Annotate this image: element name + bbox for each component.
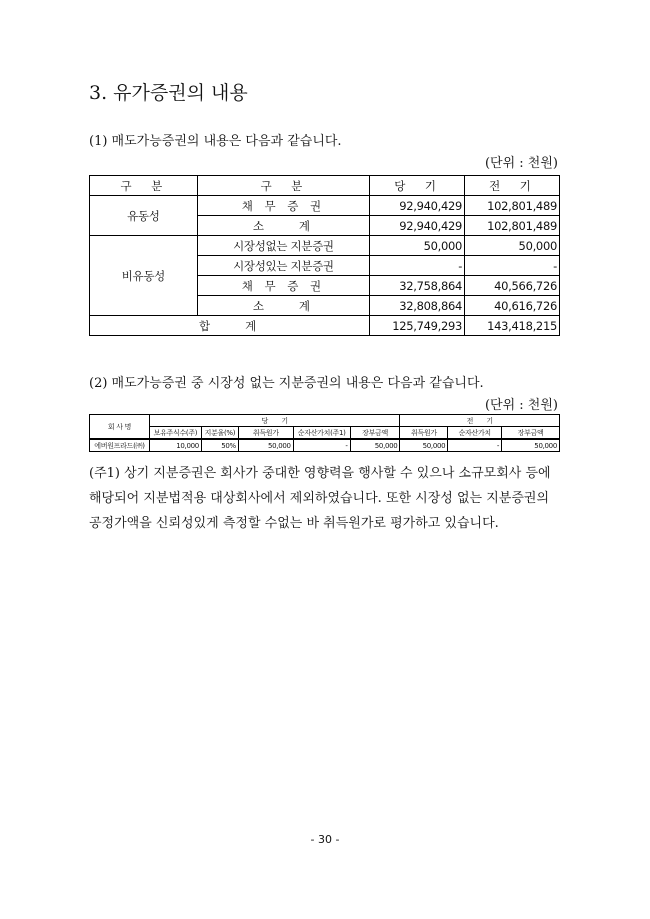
- item-label: 채 무 증 권: [197, 276, 369, 296]
- cost-value: 50,000: [238, 439, 293, 452]
- current-value: -: [370, 256, 465, 276]
- prior-value: -: [465, 256, 560, 276]
- group-label: 유동성: [90, 196, 198, 236]
- prior-value: 102,801,489: [465, 216, 560, 236]
- item-label: 채 무 증 권: [197, 196, 369, 216]
- note-line: 공정가액을 신뢰성있게 측정할 수없는 바 취득원가로 평가하고 있습니다.: [89, 516, 499, 531]
- subheader-net-asset: 순자산가치(주1): [293, 427, 350, 440]
- company-name: 에버원프라드(㈜): [90, 439, 150, 452]
- item-label: 시장성없는 지분증권: [197, 236, 369, 256]
- subheader-prior-cost: 취득원가: [400, 427, 448, 440]
- subheader-prior-book: 장부금액: [502, 427, 560, 440]
- subheader-cost: 취득원가: [238, 427, 293, 440]
- note-line: 해당되어 지분법적용 대상회사에서 제외하였습니다. 또한 시장성 없는 지분증권의: [89, 491, 550, 506]
- total-row: [90, 316, 560, 336]
- subheader-ownership: 지분율(%): [201, 427, 238, 440]
- item-label: 시장성있는 지분증권: [197, 256, 369, 276]
- header-prior: 전 기: [400, 415, 560, 427]
- current-value: 92,940,429: [370, 196, 465, 216]
- header-current: 당 기: [149, 415, 400, 427]
- paragraph-1: (1) 매도가능증권의 내용은 다음과 같습니다.: [89, 134, 342, 149]
- table-row: [90, 196, 560, 216]
- subheader-shares: 보유주식수(주): [149, 427, 201, 440]
- unlisted-equity-table: [89, 414, 560, 452]
- header-company: 회 사 명: [90, 415, 150, 440]
- section-title: 3. 유가증권의 내용: [89, 82, 248, 104]
- current-value: 92,940,429: [370, 216, 465, 236]
- header-category: 구 분: [90, 176, 198, 196]
- prior-book-value: 50,000: [502, 439, 560, 452]
- total-label: 합 계: [90, 316, 370, 336]
- table-subheader-row: [90, 427, 560, 440]
- prior-value: 40,566,726: [465, 276, 560, 296]
- table-header-row: [90, 415, 560, 427]
- unit-label-2: (단위 : 천원): [484, 398, 558, 413]
- group-label: 비유동성: [90, 236, 198, 316]
- header-item: 구 분: [197, 176, 369, 196]
- paragraph-2: (2) 매도가능증권 중 시장성 없는 지분증권의 내용은 다음과 같습니다.: [89, 376, 484, 391]
- securities-table: [89, 175, 560, 336]
- item-label: 소 계: [197, 296, 369, 316]
- header-current: 당 기: [370, 176, 465, 196]
- book-value: 50,000: [350, 439, 400, 452]
- item-label: 소 계: [197, 216, 369, 236]
- unit-label-1: (단위 : 천원): [484, 156, 558, 171]
- prior-value: 102,801,489: [465, 196, 560, 216]
- page-number: - 30 -: [310, 833, 340, 846]
- note-line: (주1) 상기 지분증권은 회사가 중대한 영향력을 행사할 수 있으나 소규모회사 등에: [89, 466, 551, 481]
- ownership-value: 50%: [201, 439, 238, 452]
- table-row: [90, 236, 560, 256]
- prior-value: 50,000: [465, 236, 560, 256]
- current-value: 32,758,864: [370, 276, 465, 296]
- subheader-book: 장부금액: [350, 427, 400, 440]
- table-row: [90, 439, 560, 452]
- total-current: 125,749,293: [370, 316, 465, 336]
- header-prior: 전 기: [465, 176, 560, 196]
- subheader-prior-net-asset: 순자산가치: [448, 427, 502, 440]
- prior-value: 40,616,726: [465, 296, 560, 316]
- shares-value: 10,000: [149, 439, 201, 452]
- prior-net-asset-value: -: [448, 439, 502, 452]
- table-header-row: [90, 176, 560, 196]
- current-value: 32,808,864: [370, 296, 465, 316]
- total-prior: 143,418,215: [465, 316, 560, 336]
- current-value: 50,000: [370, 236, 465, 256]
- prior-cost-value: 50,000: [400, 439, 448, 452]
- net-asset-value: -: [293, 439, 350, 452]
